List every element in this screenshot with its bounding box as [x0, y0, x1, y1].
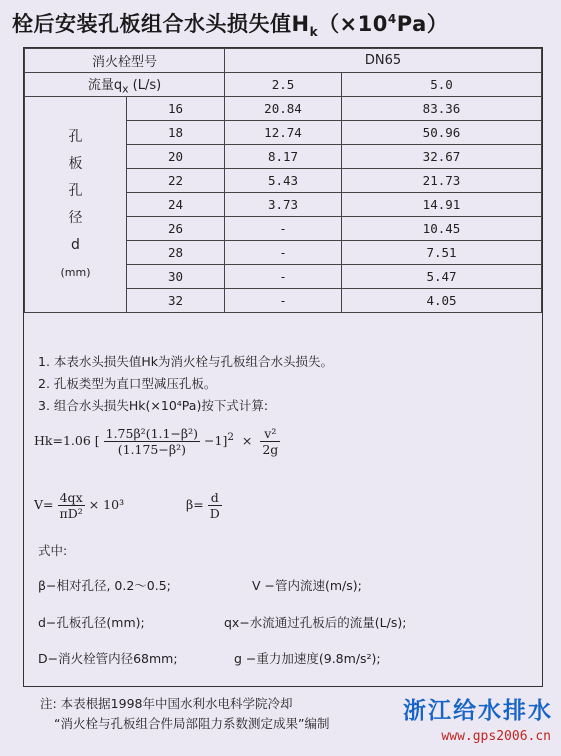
formula-v-fraction: $\frac{4qx}{\text{πD²}}$: [59, 490, 83, 521]
formula-hk: Hk=1.06 [ $\frac{\text{1.75β²(1.1−β²)}}{\text{(1.175−β²)}}$ −1]$^2$ × $\frac{\text{v²}}{2g}$: [34, 426, 279, 457]
header-model: DN65: [225, 49, 542, 73]
table-row: [25, 97, 542, 121]
symbol-D: D−消火栓管内径68mm;: [38, 651, 178, 666]
diameter-cell: 28: [127, 241, 225, 265]
flow-row: [25, 73, 542, 97]
where-label: 式中:: [38, 543, 68, 558]
value-cell: 7.51: [342, 241, 542, 265]
formula-beta-fraction: $\frac{d}{D}$: [209, 490, 220, 521]
content-frame: [23, 47, 543, 687]
value-cell: 4.05: [342, 289, 542, 313]
diameter-cell: 26: [127, 217, 225, 241]
page-title: 栓后安装孔板组合水头损失值$H_k(\times 10^4Pa)$: [12, 12, 449, 40]
value-cell: 50.96: [342, 121, 542, 145]
header-name: 消火栓型号: [25, 49, 225, 73]
footnote: [40, 694, 329, 734]
symbol-g: g −重力加速度(9.8m/s²);: [234, 651, 381, 666]
orifice-diameter-label: 孔 板 孔 径 d (mm): [25, 97, 127, 313]
symbol-v: V −管内流速(m/s);: [252, 578, 362, 593]
diameter-cell: 18: [127, 121, 225, 145]
diameter-cell: 32: [127, 289, 225, 313]
formula-beta: β= $\frac{d}{D}$: [186, 490, 220, 521]
notes-section: [38, 351, 538, 417]
diameter-cell: 24: [127, 193, 225, 217]
diameter-cell: 20: [127, 145, 225, 169]
footnote-line-2: “消火栓与孔板组合件局部阻力系数测定成果”编制: [54, 716, 330, 731]
value-cell: 83.36: [342, 97, 542, 121]
value-cell: -: [225, 217, 342, 241]
value-cell: -: [225, 265, 342, 289]
formula-hk-fraction: $\frac{\text{1.75β²(1.1−β²)}}{\text{(1.175−β²)}}$: [105, 426, 199, 457]
value-cell: 14.91: [342, 193, 542, 217]
loss-table: [24, 48, 542, 313]
formula-v: V= $\frac{4qx}{\text{πD²}}$ × 10³: [34, 490, 125, 521]
flow-value-2: 5.0: [342, 73, 542, 97]
value-cell: 8.17: [225, 145, 342, 169]
value-cell: 5.47: [342, 265, 542, 289]
note-2: 2. 孔板类型为直口型减压孔板。: [38, 376, 217, 391]
value-cell: 3.73: [225, 193, 342, 217]
value-cell: 10.45: [342, 217, 542, 241]
value-cell: 20.84: [225, 97, 342, 121]
diameter-cell: 22: [127, 169, 225, 193]
value-cell: 21.73: [342, 169, 542, 193]
diameter-cell: 16: [127, 97, 225, 121]
value-cell: -: [225, 241, 342, 265]
value-cell: -: [225, 289, 342, 313]
value-cell: 5.43: [225, 169, 342, 193]
header-row: [25, 49, 542, 73]
symbol-beta: β−相对孔径, 0.2～0.5;: [38, 578, 171, 593]
note-3: 3. 组合水头损失Hk(×10⁴Pa)按下式计算:: [38, 398, 269, 413]
watermark-brand: 浙江给水排水: [403, 698, 553, 724]
note-1: 1. 本表水头损失值Hk为消火栓与孔板组合水头损失。: [38, 354, 334, 369]
watermark-url: www.gps2006.cn: [441, 729, 551, 744]
symbol-qx: qx−水流通过孔板后的流量(L/s);: [224, 615, 407, 630]
symbol-d: d−孔板孔径(mm);: [38, 615, 145, 630]
value-cell: 32.67: [342, 145, 542, 169]
value-cell: 12.74: [225, 121, 342, 145]
formula-hk-velocity-fraction: $\frac{\text{v²}}{2g}$: [262, 426, 279, 457]
diameter-cell: 30: [127, 265, 225, 289]
flow-label: 流量$q_x$ (L/s): [25, 73, 225, 97]
flow-value-1: 2.5: [225, 73, 342, 97]
footnote-line-1: 注: 本表根据1998年中国水利水电科学院冷却: [40, 696, 293, 711]
